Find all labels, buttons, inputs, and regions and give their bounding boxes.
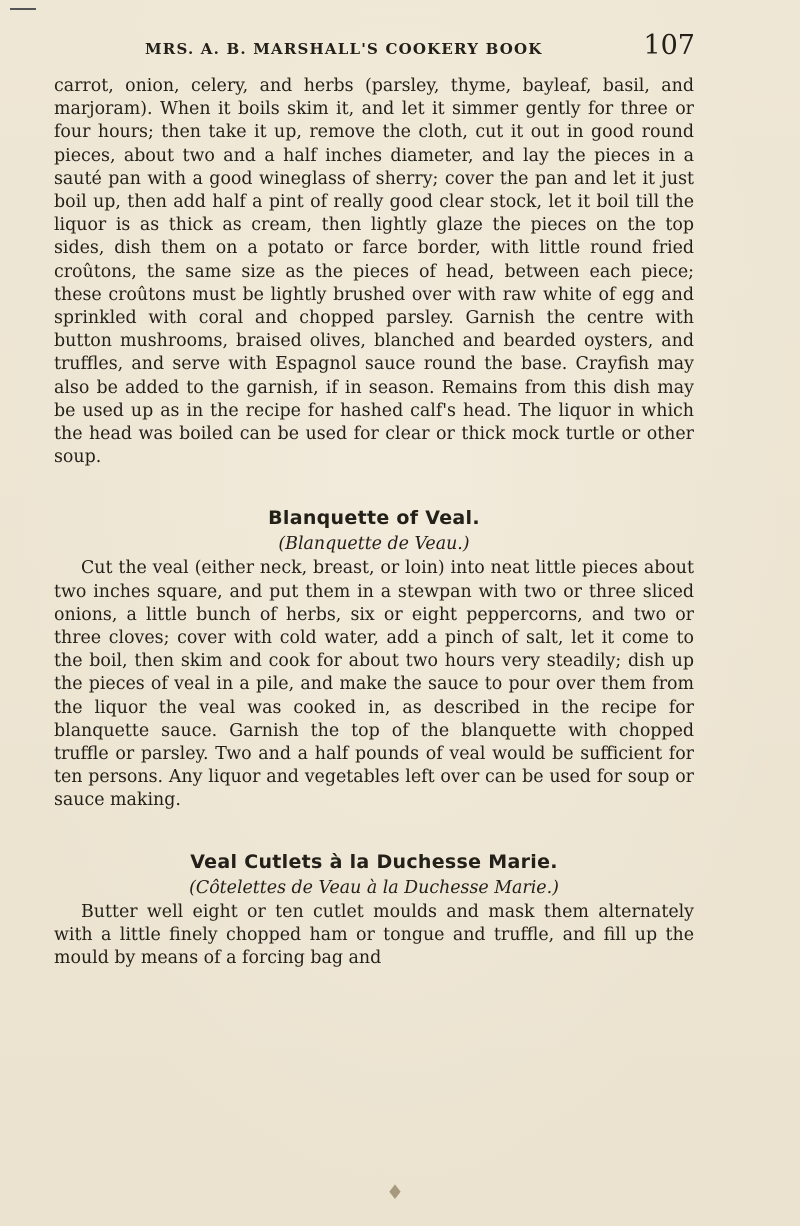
recipe-text-blanquette: Cut the veal (either neck, breast, or loin) into neat little pieces about two inches square, and put them in a stewpan with two or three sliced onions, a little bunch of herbs, six or eight peppercorns, and two or three cloves; cover with cold water, add a pinch of salt, let it come to the boil, then skim and cook for about two hours very steadily; dish up the pieces of veal in a pile, and make the sauce to pour over them from the liquor the veal was cooked in, as described in the recipe for blanquette sauce. Garnish the top of the blanquette with chopped truffle or parsley. Two and a half pounds of veal would be sufficient for ten persons. Any liquor and vegetables left over can be used for soup or sauce making. — [54, 558, 694, 811]
recipe-subtitle-blanquette: (Blanquette de Veau.) — [278, 534, 470, 555]
recipe-subtitle-cutlets: (Côtelettes de Veau à la Duchesse Marie.) — [189, 877, 559, 898]
recipe-title-cutlets: Veal Cutlets à la Duchesse Marie. — [190, 850, 558, 873]
page-header — [145, 30, 695, 70]
running-head: MRS. A. B. MARSHALL'S COOKERY BOOK — [145, 40, 543, 58]
spacer — [54, 813, 694, 849]
corner-mark — [10, 8, 36, 10]
spacer — [54, 469, 694, 505]
page-number: 107 — [643, 30, 695, 61]
ink-stain-mark: ♦ — [386, 1180, 404, 1204]
recipe-title-blanquette: Blanquette of Veal. — [268, 507, 480, 530]
text-block — [54, 75, 694, 970]
continuation-paragraph: carrot, onion, celery, and herbs (parsley, thyme, bayleaf, basil, and marjoram). When it boils skim it, and let it simmer gently for three or four hours; then take it up, remove the cloth, cut it out in good round pieces, about two and a half inches diameter, and lay the pieces in a sauté pan with a good wineglass of sherry; cover the pan and let it just boil up, then add half a pint of really good clear stock, let it boil till the liquor is as thick as cream, then lightly glaze the pieces on the top sides, dish them on a potato or farce border, with little round fried croûtons, the same size as the pieces of head, between each piece; these croûtons must be lightly brushed over with raw white of egg and sprinkled with coral and chopped parsley. Garnish the centre with button mushrooms, braised olives, blanched and bearded oysters, and truffles, and serve with Espagnol sauce round the base. Crayfish may also be added to the garnish, if in season. Remains from this dish may be used up as in the recipe for hashed calf's head. The liquor in which the head was boiled can be used for clear or thick mock turtle or other soup. — [54, 76, 694, 468]
recipe-text-cutlets: Butter well eight or ten cutlet moulds and mask them alternately with a little finely chopped ham or tongue and truffle, and fill up the mould by means of a forcing bag and — [54, 901, 694, 969]
